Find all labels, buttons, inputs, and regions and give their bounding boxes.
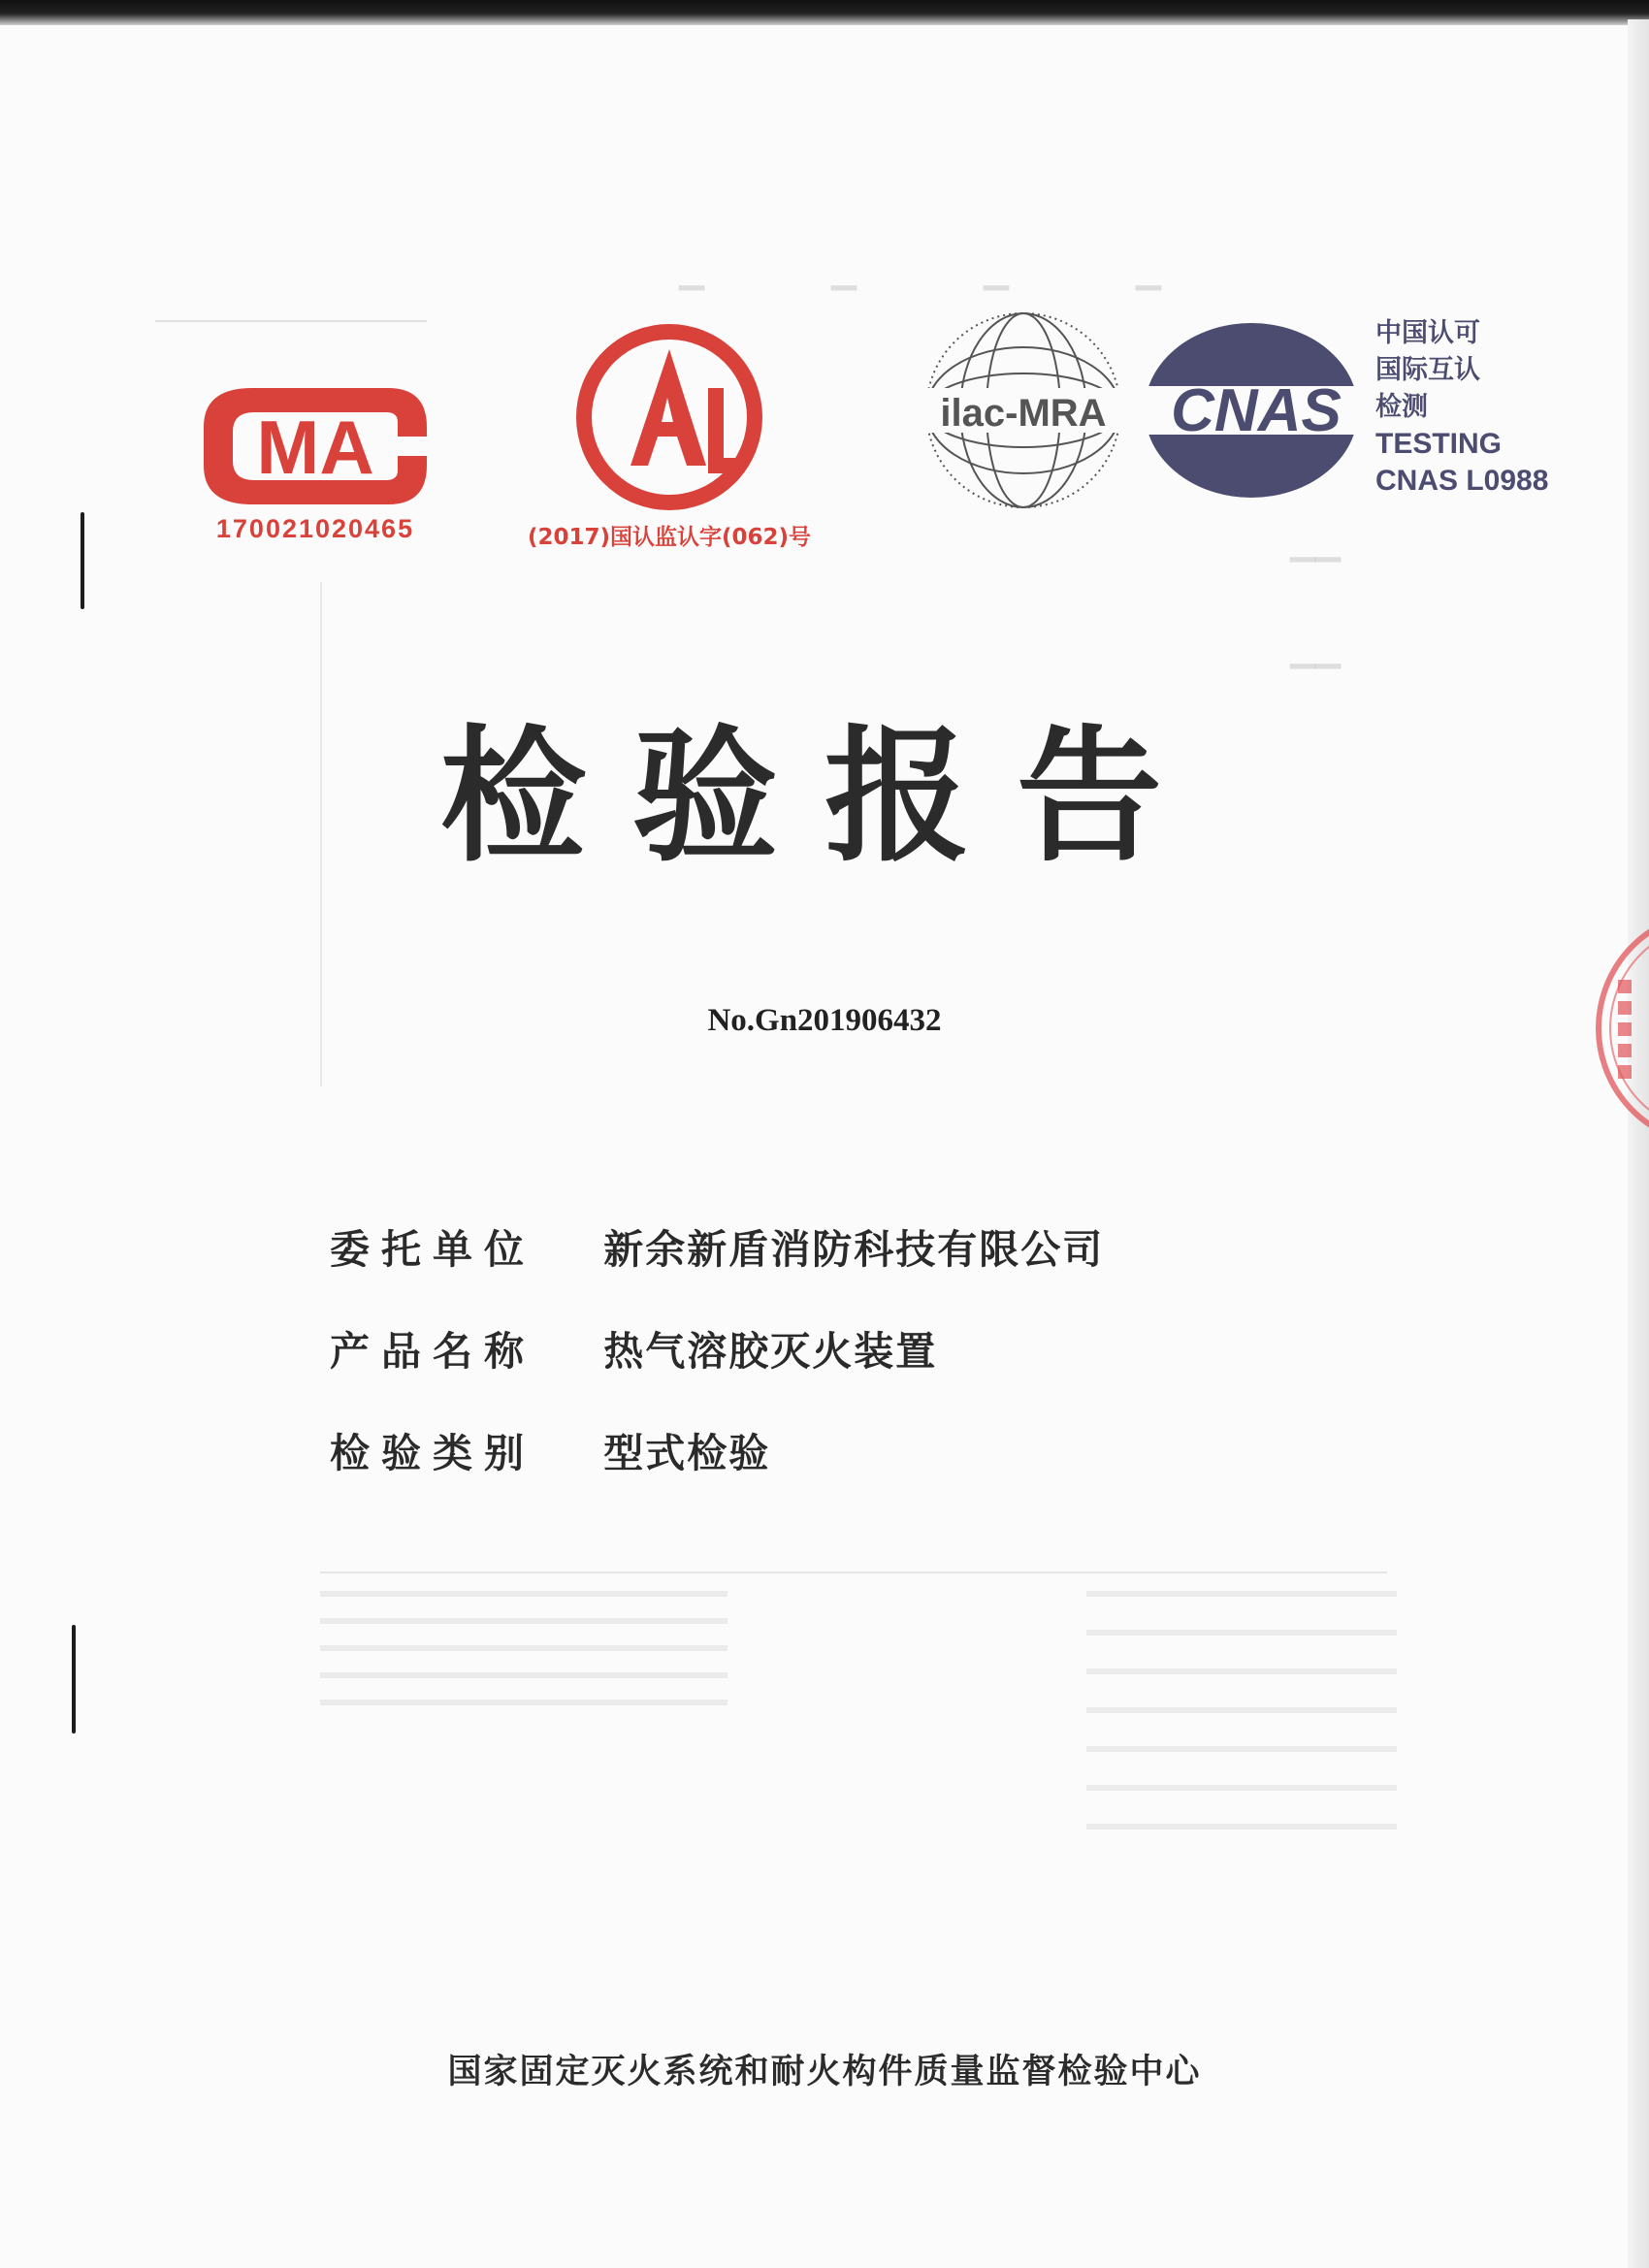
field-label: 委托单位	[330, 1226, 535, 1273]
issuing-organization: 国家固定灭火系统和耐火构件质量监督检验中心	[447, 2053, 1202, 2091]
svg-text:MA: MA	[256, 405, 374, 490]
cnas-logo	[1135, 318, 1377, 502]
ilac-mra-logo	[912, 299, 1135, 522]
report-number: No.Gn201906432	[707, 1003, 942, 1038]
cnas-line: 检测	[1375, 392, 1428, 422]
report-cover-page: ▁ ▁ ▁ ▁ ▁▁ ▁▁ MA 170021020465 (2017)国认监认字(062)号 ilac-MRA CNAS 中国认可 国际互认 检测 TESTING CNAS L0988 检验报告 No.Gn201906432 委托单位 新余新盾消防科技有限公司 产品名称 热气溶胶灭火装置 检验类别 型式检验 国家固定灭火系统和耐火构件质量监督检验中心	[0, 0, 1649, 2268]
ilac-globe-icon	[912, 299, 1135, 522]
cal-logo	[509, 320, 829, 563]
cal-mark-icon	[563, 320, 776, 514]
cnas-accreditation-text	[1375, 315, 1569, 500]
field-value: 新余新盾消防科技有限公司	[603, 1226, 1105, 1273]
cma-mark-icon	[194, 369, 436, 514]
field-label: 检验类别	[330, 1430, 535, 1476]
field-label: 产品名称	[330, 1328, 535, 1375]
cnas-line: CNAS L0988	[1375, 465, 1549, 497]
staple-mark	[72, 1625, 76, 1733]
field-product	[330, 1319, 938, 1375]
field-value: 热气溶胶灭火装置	[603, 1328, 938, 1375]
cnas-mark-icon	[1135, 318, 1377, 502]
staple-mark	[81, 512, 84, 609]
cal-code: (2017)国认监认字(062)号	[527, 525, 812, 550]
scan-top-edge	[0, 0, 1649, 25]
svg-text:ilac-MRA: ilac-MRA	[940, 392, 1107, 435]
page-title: 检验报告	[439, 713, 1209, 882]
svg-text:CNAS: CNAS	[1171, 377, 1342, 444]
cma-logo	[194, 369, 436, 543]
field-value: 型式检验	[603, 1430, 771, 1476]
field-client	[330, 1217, 1105, 1273]
cnas-line: TESTING	[1375, 428, 1503, 460]
cnas-line: 中国认可	[1375, 318, 1480, 348]
cma-code: 170021020465	[215, 514, 415, 543]
field-inspection-type	[330, 1421, 771, 1476]
cnas-line: 国际互认	[1375, 355, 1480, 385]
